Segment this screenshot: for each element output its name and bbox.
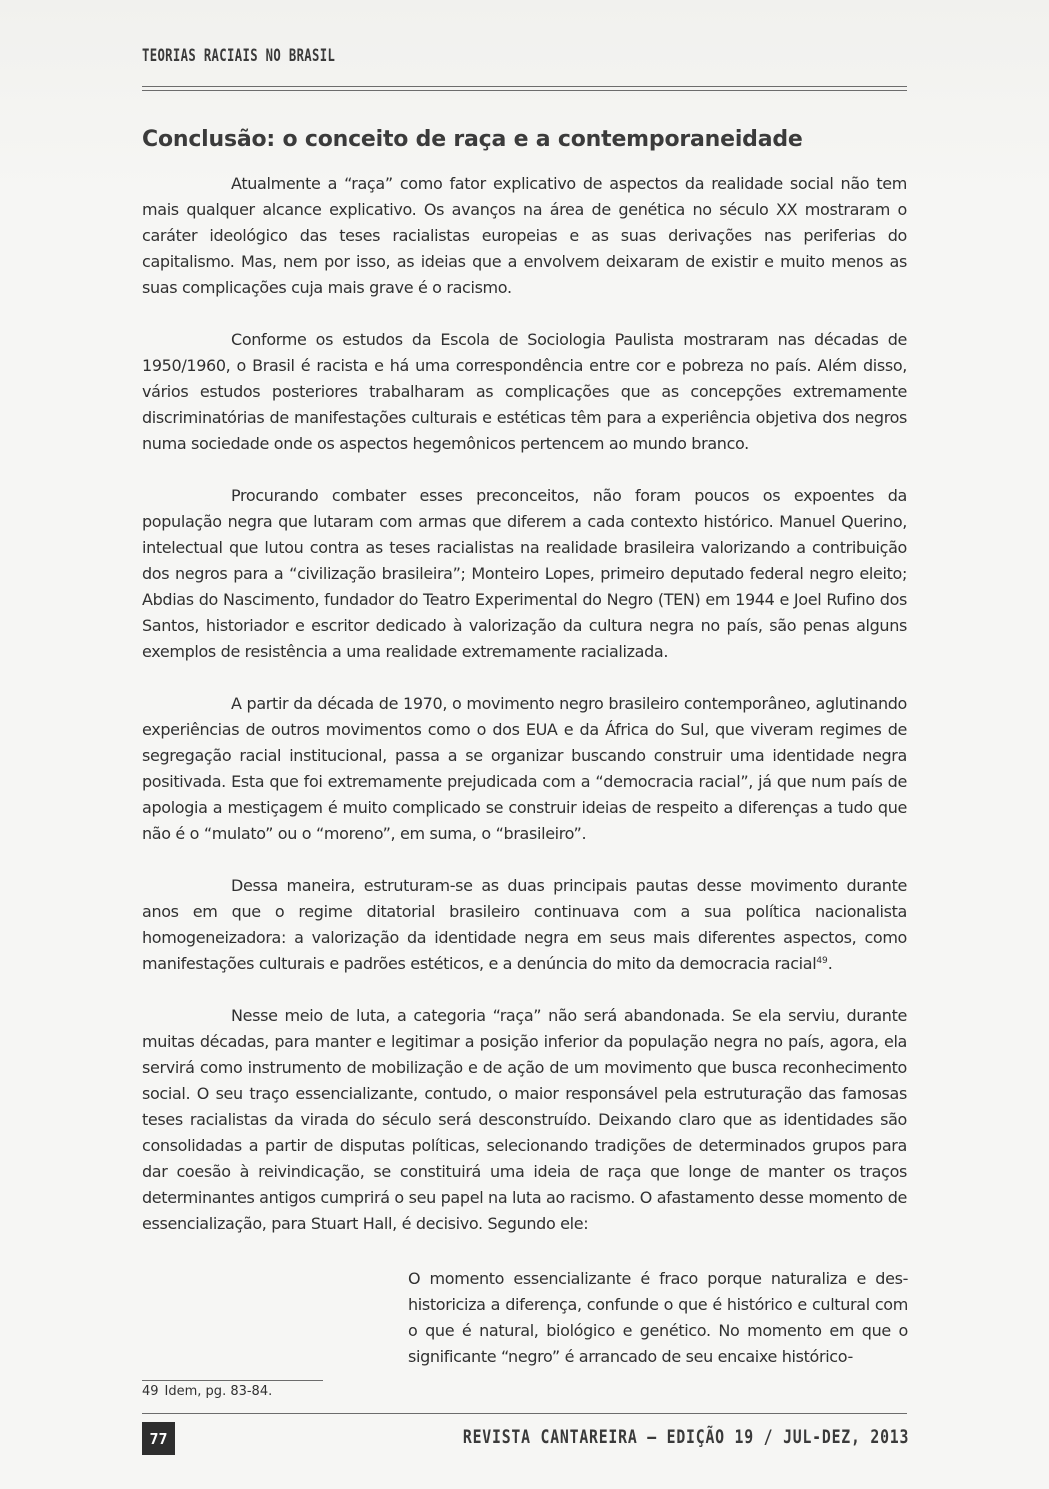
footnote-rule — [142, 1380, 323, 1381]
paragraph-5-period: . — [827, 954, 833, 973]
paragraph-6: Nesse meio de luta, a categoria “raça” não será abandonada. Se ela serviu, durante muitas décadas, para manter e legitimar a posição inferior da população negra no país, agora, ela servirá como instrumento de mobilização e de ação de um movimento que busca reconhecimento social. O seu traço essencializante, contudo, o maior responsável pela estruturação das famosas teses racialistas da virada do século será desconstruído. Deixando claro que as identidades são consolidadas a partir de disputas políticas, selecionando tradições de determinados grupos para dar coesão à reivindicação, se constituirá uma ideia de raça que longe de manter os traços determinantes antigos cumprirá o seu papel na luta ao racismo. O afastamento desse momento de essencialização, para Stuart Hall, é decisivo. Segundo ele: — [142, 1006, 907, 1233]
section-title: Conclusão: o conceito de raça e a contemporaneidade — [142, 127, 803, 152]
paragraph-5-text: Dessa maneira, estruturam-se as duas principais pautas desse movimento durante anos em que o regime ditatorial brasileiro continuava com a sua política nacionalista homogeneizadora: a valorização da identidade negra em seus mais diferentes aspectos, como manifestações culturais e padrões estéticos, e a denúncia do mito da democracia racial — [142, 876, 907, 973]
page-number: 77 — [142, 1422, 175, 1455]
footnote-reference[interactable]: 49 — [816, 956, 828, 966]
footnote — [142, 1384, 272, 1399]
header-rule-bottom — [142, 90, 907, 91]
paragraph-3: Procurando combater esses preconceitos, não foram poucos os expoentes da população negra que lutaram com armas que diferem a cada contexto histórico. Manuel Querino, intelectual que lutou contra as teses racialistas na realidade brasileira valorizando a contribuição dos negros para a “civilização brasileira”; Monteiro Lopes, primeiro deputado federal negro eleito; Abdias do Nascimento, fundador do Teatro Experimental do Negro (TEN) em 1944 e Joel Rufino dos Santos, historiador e escritor dedicado à valorização da cultura negra no país, são penas alguns exemplos de resistência a uma realidade extremamente racializada. — [142, 486, 907, 661]
paragraph-5 — [142, 873, 907, 977]
footer-rule — [142, 1413, 907, 1414]
footnote-number: 49 — [142, 1384, 159, 1399]
block-quote — [408, 1266, 908, 1370]
paragraph-2: Conforme os estudos da Escola de Sociologia Paulista mostraram nas décadas de 1950/1960, o Brasil é racista e há uma correspondência entre cor e pobreza no país. Além disso, vários estudos posteriores trabalharam as complicações que as concepções extremamente discriminatórias de manifestações culturais e estéticas têm para a experiência objetiva dos negros numa sociedade onde os aspectos hegemônicos pertencem ao mundo branco. — [142, 330, 907, 453]
running-header: TEORIAS RACIAIS NO BRASIL — [142, 46, 336, 66]
body-text — [142, 171, 907, 1237]
footnote-text: Idem, pg. 83-84. — [164, 1384, 273, 1399]
block-quote-text: O momento essencializante é fraco porque naturaliza e des-historiciza a diferença, confunde o que é histórico e cultural com o que é natural, biológico e genético. No momento em que o significante “negro” é arrancado de seu encaixe histórico- — [408, 1269, 908, 1366]
paragraph-4: A partir da década de 1970, o movimento negro brasileiro contemporâneo, aglutinando experiências de outros movimentos como o dos EUA e da África do Sul, que viveram regimes de segregação racial institucional, passa a se organizar buscando construir uma identidade negra positivada. Esta que foi extremamente prejudicada com a “democracia racial”, já que num país de apologia a mestiçagem é muito complicado se construir ideias de respeito a diferenças a tudo que não é o “mulato” ou o “moreno”, em suma, o “brasileiro”. — [142, 694, 907, 843]
journal-footer: REVISTA CANTAREIRA – EDIÇÃO 19 / JUL-DEZ, 2013 — [462, 1426, 909, 1448]
header-rule-top — [142, 86, 907, 87]
paragraph-1: Atualmente a “raça” como fator explicativo de aspectos da realidade social não tem mais qualquer alcance explicativo. Os avanços na área de genética no século XX mostraram o caráter ideológico das teses racialistas europeias e as suas derivações nas periferias do capitalismo. Mas, nem por isso, as ideias que a envolvem deixaram de existir e muito menos as suas complicações cuja mais grave é o racismo. — [142, 174, 907, 297]
